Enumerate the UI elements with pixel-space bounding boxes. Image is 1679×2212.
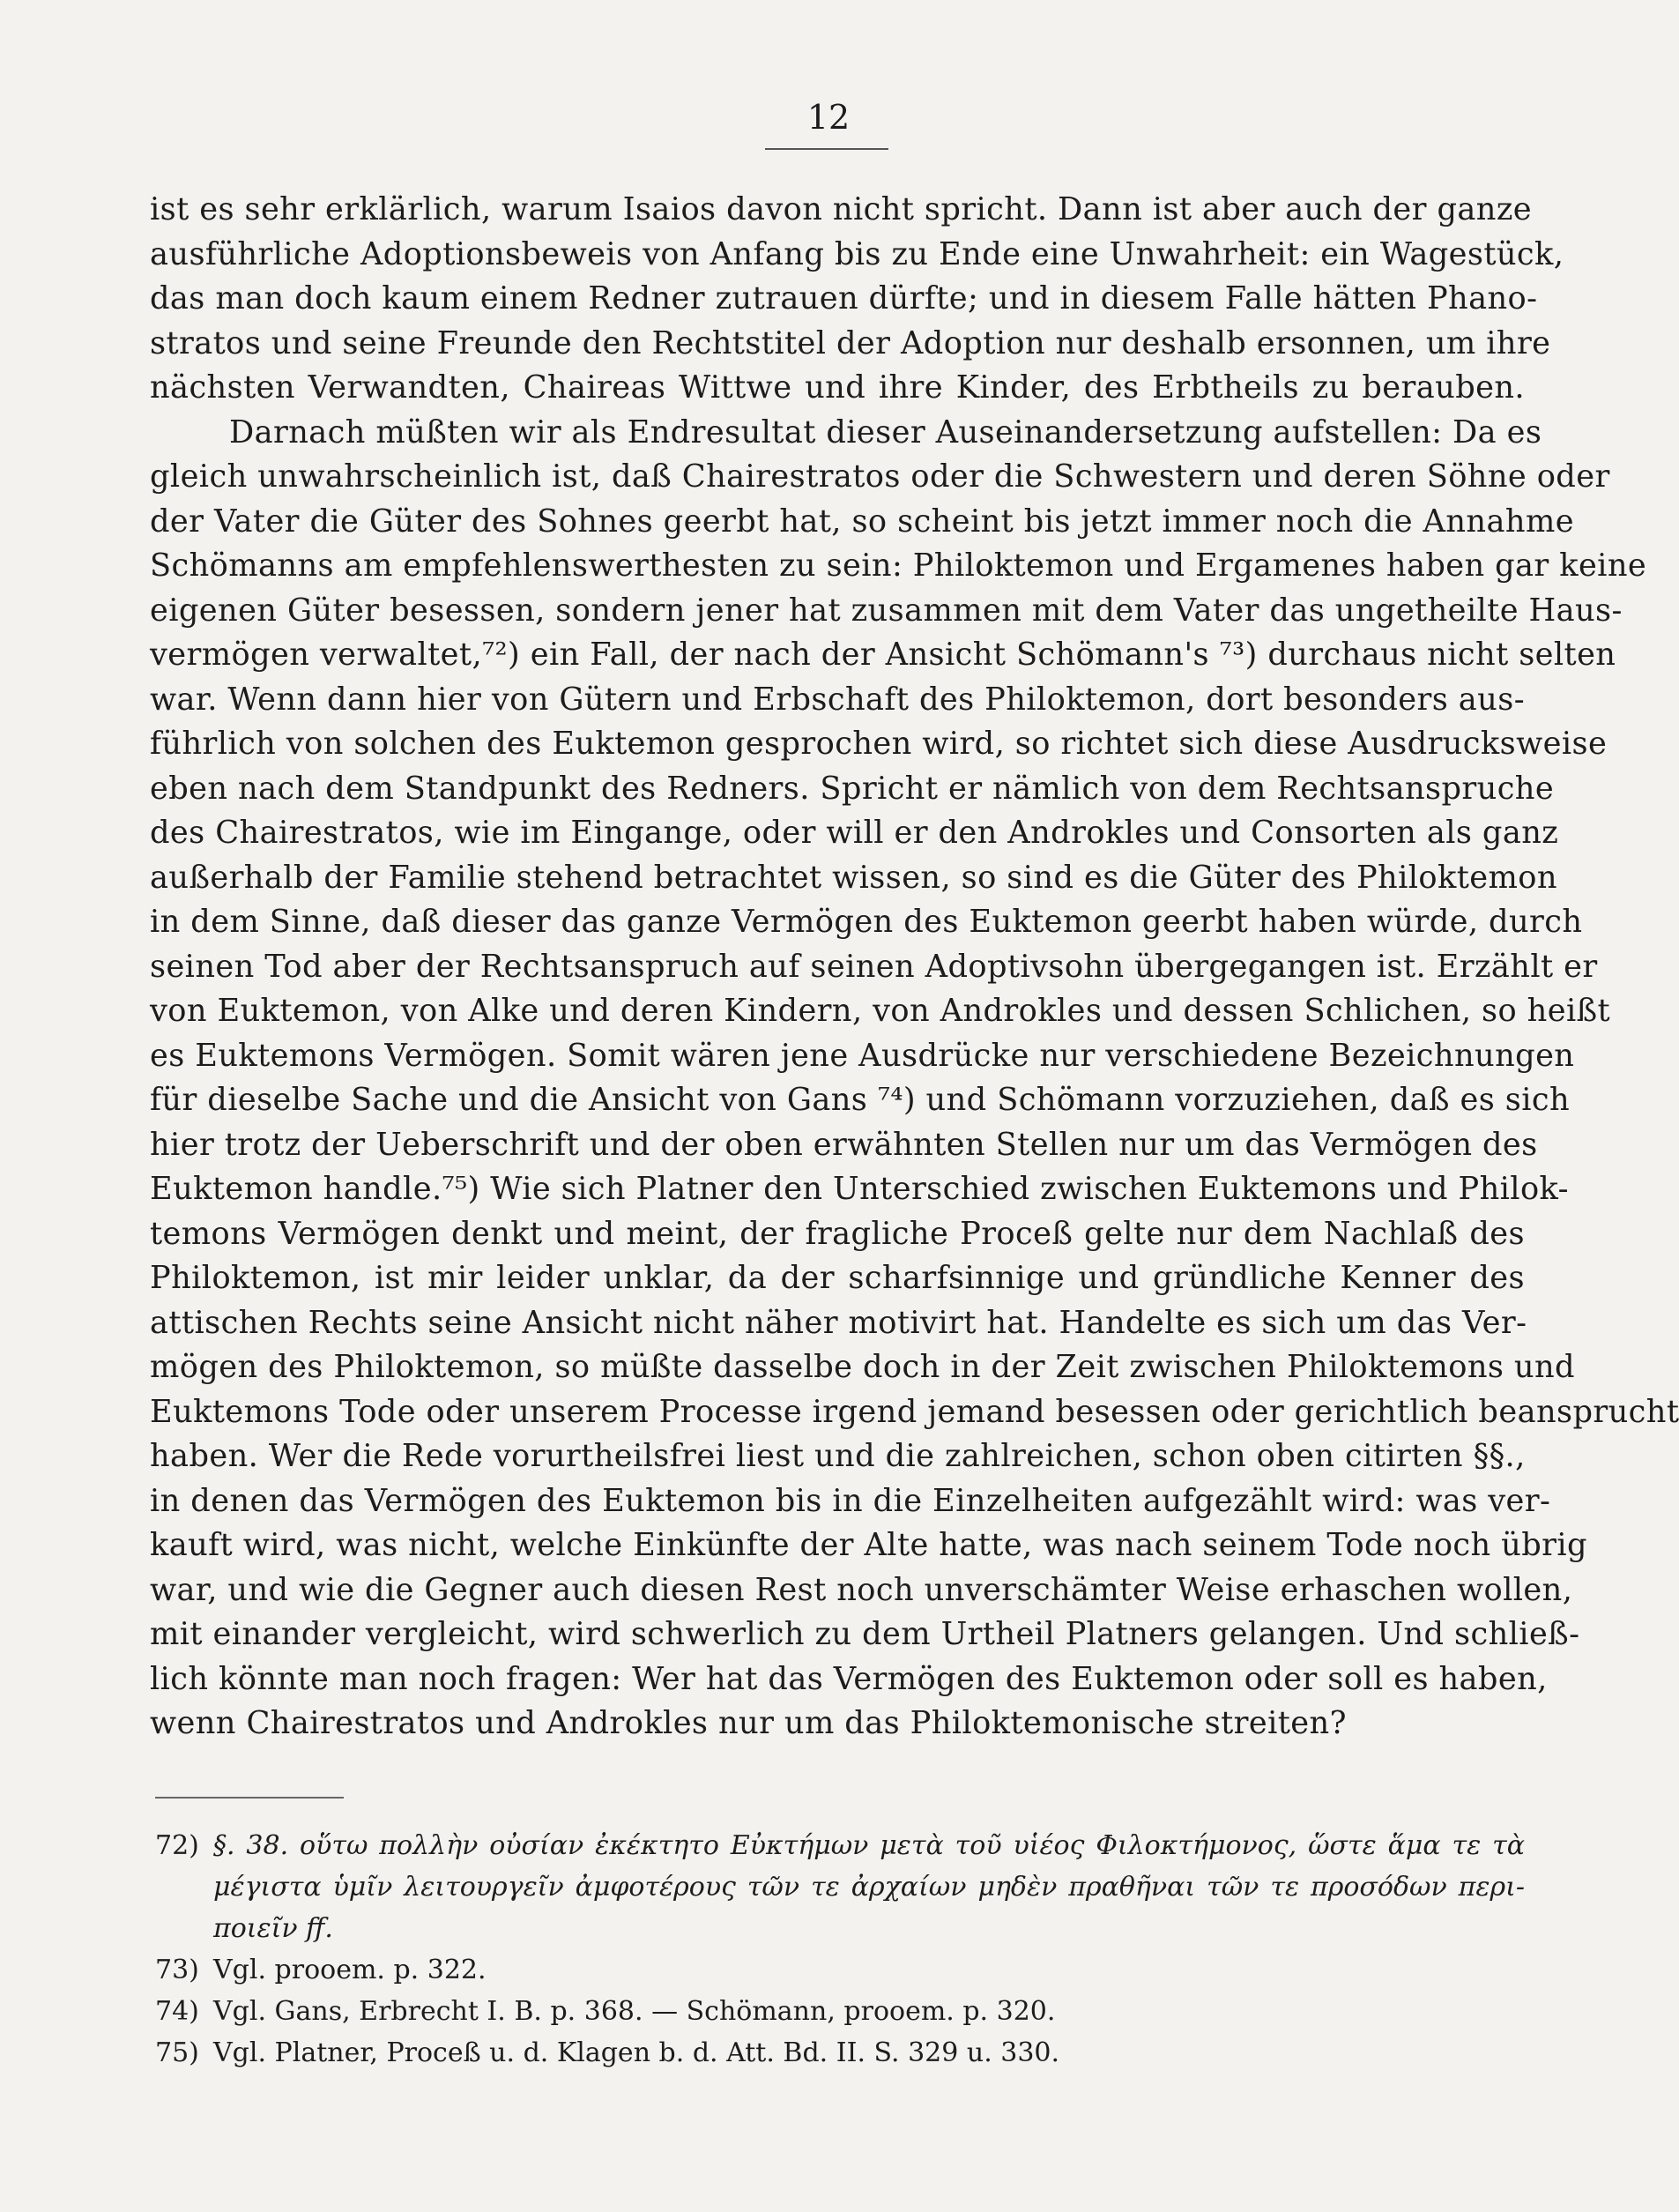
footnote-marker: 75) (155, 2037, 199, 2068)
footnote-line: Vgl. prooem. p. 322. (213, 1955, 487, 1985)
text-line: eben nach dem Standpunkt des Redners. Spricht er nämlich von dem Rechtsanspruche (150, 770, 1555, 807)
text-line: wenn Chairestratos und Androkles nur um das Philoktemonische streiten? (150, 1705, 1347, 1741)
text-line: eigenen Güter besessen, sondern jener hat zusammen mit dem Vater das ungetheilte Haus- (150, 592, 1623, 629)
text-line: ausführliche Adoptionsbeweis von Anfang bis zu Ende eine Unwahrheit: ein Wagestück, (150, 235, 1564, 272)
footnote-marker: 72) (155, 1830, 199, 1861)
text-line: temons Vermögen denkt und meint, der fragliche Proceß gelte nur dem Nachlaß des (150, 1215, 1525, 1252)
text-line: Philoktemon, ist mir leider unklar, da der scharfsinnige und gründliche Kenner des (150, 1260, 1525, 1296)
footnote-line: Vgl. Gans, Erbrecht I. B. p. 368. — Schömann, prooem. p. 320. (213, 1996, 1056, 2027)
text-line: seinen Tod aber der Rechtsanspruch auf seinen Adoptivsohn übergegangen ist. Erzählt er (150, 948, 1598, 985)
text-line: haben. Wer die Rede vorurtheilsfrei liest und die zahlreichen, schon oben citirten §§., (150, 1438, 1526, 1474)
text-line: lich könnte man noch fragen: Wer hat das Vermögen des Euktemon oder soll es haben, (150, 1660, 1548, 1697)
page-number-rule (765, 148, 888, 150)
text-line: hier trotz der Ueberschrift und der oben erwähnten Stellen nur um das Vermögen des (150, 1126, 1538, 1163)
footnote-body (213, 1949, 1525, 1991)
text-line: der Vater die Güter des Sohnes geerbt hat, so scheint bis jetzt immer noch die Annahme (150, 503, 1574, 540)
text-line: Darnach müßten wir als Endresultat dieser Auseinandersetzung aufstellen: Da es (229, 413, 1542, 451)
footnote-body (213, 1991, 1525, 2032)
text-line: für dieselbe Sache und die Ansicht von Gans ⁷⁴) und Schömann vorzuziehen, daß es sich (150, 1082, 1571, 1118)
footnote-75 (155, 2032, 1525, 2074)
footnote-line: §. 38. οὕτω πολλὴν οὐσίαν ἐκέκτητο Εὐκτήμων μετὰ τοῦ υἱέος Φιλοκτήμονος, ὥστε ἅμα τε τὰ (213, 1830, 1525, 1861)
text-line: in dem Sinne, daß dieser das ganze Vermögen des Euktemon geerbt haben würde, durch (150, 904, 1583, 940)
text-line: in denen das Vermögen des Euktemon bis in die Einzelheiten aufgezählt wird: was ver- (150, 1482, 1551, 1519)
footnote-72 (155, 1825, 1525, 1949)
footnote-line: ποιεῖν ff. (213, 1913, 333, 1944)
text-line: mit einander vergleicht, wird schwerlich zu dem Urtheil Platners gelangen. Und schließ- (150, 1616, 1580, 1652)
text-line: des Chairestratos, wie im Eingange, oder will er den Androkles und Consorten als ganz (150, 815, 1559, 851)
footnote-separator (155, 1797, 344, 1799)
text-line: das man doch kaum einem Redner zutrauen dürfte; und in diesem Falle hätten Phano- (150, 280, 1538, 317)
footnote-73 (155, 1949, 1525, 1991)
text-line: von Euktemon, von Alke und deren Kindern, von Androkles und dessen Schlichen, so heißt (150, 993, 1611, 1029)
footnotes (155, 1825, 1525, 2074)
text-line: vermögen verwaltet,⁷²) ein Fall, der nach der Ansicht Schömann's ⁷³) durchaus nicht selten (150, 637, 1616, 673)
text-line: gleich unwahrscheinlich ist, daß Chairestratos oder die Schwestern und deren Söhne oder (150, 458, 1610, 495)
text-line: mögen des Philoktemon, so müßte dasselbe doch in der Zeit zwischen Philoktemons und (150, 1349, 1575, 1385)
text-line: attischen Rechts seine Ansicht nicht näher motivirt hat. Handelte es sich um das Ver- (150, 1304, 1527, 1341)
footnote-body (213, 1825, 1525, 1949)
footnote-marker: 73) (155, 1955, 199, 1985)
text-line: stratos und seine Freunde den Rechtstitel der Adoption nur deshalb ersonnen, um ihre (150, 324, 1551, 361)
text-line: nächsten Verwandten, Chaireas Wittwe und ihre Kinder, des Erbtheils zu berauben. (150, 369, 1525, 406)
text-line: war, und wie die Gegner auch diesen Rest noch unverschämter Weise erhaschen wollen, (150, 1571, 1573, 1608)
footnote-line: Vgl. Platner, Proceß u. d. Klagen b. d. Att. Bd. II. S. 329 u. 330. (213, 2037, 1060, 2068)
text-line: Euktemons Tode oder unserem Processe irgend jemand besessen oder gerichtlich beansprucht (150, 1393, 1679, 1430)
text-line: führlich von solchen des Euktemon gesprochen wird, so richtet sich diese Ausdrucksweise (150, 726, 1608, 762)
footnote-body (213, 2032, 1525, 2074)
text-line: es Euktemons Vermögen. Somit wären jene Ausdrücke nur verschiedene Bezeichnungen (150, 1037, 1575, 1074)
body-text (150, 188, 1679, 1747)
text-line: kauft wird, was nicht, welche Einkünfte der Alte hatte, was nach seinem Tode noch übrig (150, 1527, 1587, 1563)
text-line: außerhalb der Familie stehend betrachtet wissen, so sind es die Güter des Philoktemon (150, 859, 1557, 896)
text-line: ist es sehr erklärlich, warum Isaios davon nicht spricht. Dann ist aber auch der ganze (150, 191, 1532, 227)
footnote-line: μέγιστα ὑμῖν λειτουργεῖν ἀμφοτέρους τῶν τε ἀρχαίων μηδὲν πραθῆναι τῶν τε προσόδων περι- (213, 1872, 1525, 1903)
footnote-74 (155, 1991, 1525, 2032)
footnote-marker: 74) (155, 1996, 199, 2027)
page-number: 12 (806, 98, 851, 137)
text-line: Schömanns am empfehlenswerthesten zu sein: Philoktemon und Ergamenes haben gar keine (150, 547, 1647, 584)
text-line: Euktemon handle.⁷⁵) Wie sich Platner den Unterschied zwischen Euktemons und Philok- (150, 1171, 1569, 1207)
text-line: war. Wenn dann hier von Gütern und Erbschaft des Philoktemon, dort besonders aus- (150, 681, 1525, 718)
